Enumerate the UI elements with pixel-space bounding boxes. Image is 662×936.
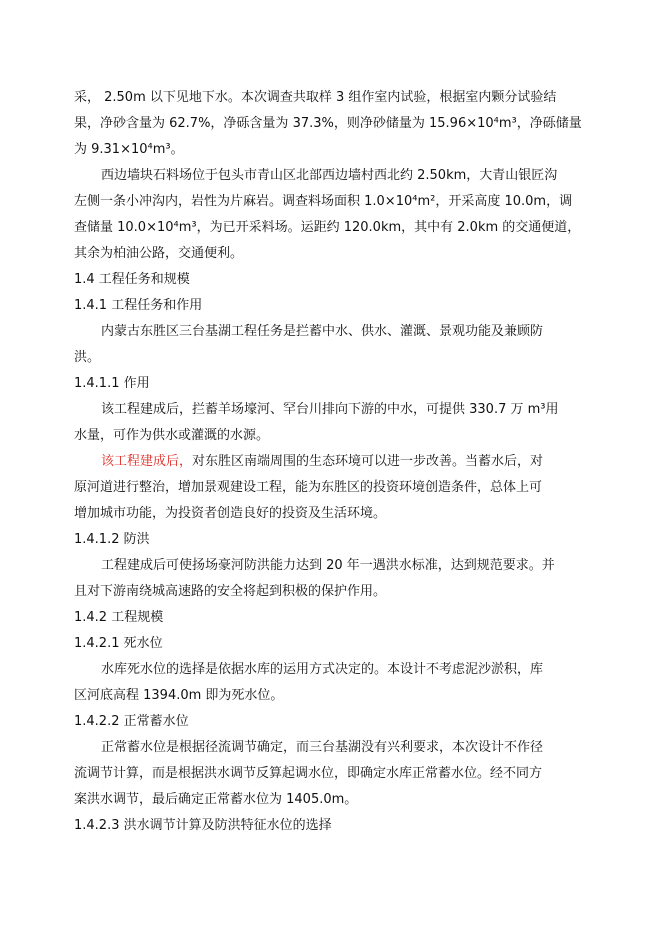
text-line: 且对下游南绕城高速路的安全将起到积极的保护作用。 xyxy=(74,584,387,599)
text-line: 区河底高程 1394.0m 即为死水位。 xyxy=(74,688,284,703)
text-line: 为 9.31×10⁴m³。 xyxy=(74,142,184,157)
text-line: 左侧一条小冲沟内，岩性为片麻岩。调查料场面积 1.0×10⁴m²，开采高度 10.0m，调 xyxy=(74,194,573,209)
paragraph-first-line xyxy=(101,452,543,472)
paragraph-first-line: 西边墙块石料场位于包头市青山区北部西边墙村西北约 2.50km，大青山银匠沟 xyxy=(101,168,558,183)
text-span: 对东胜区南端周围的生态环境可以进一步改善。当蓄水后，对 xyxy=(192,454,544,469)
section-heading: 1.4.2.2 正常蓄水位 xyxy=(74,714,189,729)
text-line: 流调节计算，而是根据洪水调节反算起调水位，即确定水库正常蓄水位。经不同方 xyxy=(74,766,543,781)
section-heading: 1.4.1.1 作用 xyxy=(74,376,150,391)
text-line: 原河道进行整治，增加景观建设工程，能为东胜区的投资环境创造条件，总体上可 xyxy=(74,480,543,495)
paragraph-first-line: 水库死水位的选择是依据水库的运用方式决定的。本设计不考虑泥沙淤积，库 xyxy=(101,662,544,677)
section-heading: 1.4.1 工程任务和作用 xyxy=(74,298,203,313)
paragraph-first-line: 正常蓄水位是根据径流调节确定，而三台基湖没有兴利要求，本次设计不作径 xyxy=(101,740,544,755)
text-line: 查储量 10.0×10⁴m³，为已开采料场。运距约 120.0km，其中有 2.0km 的交通便道， xyxy=(74,220,581,235)
paragraph-first-line: 内蒙古东胜区三台基湖工程任务是拦蓄中水、供水、灌溉、景观功能及兼顾防 xyxy=(101,324,544,339)
section-heading: 1.4.2.1 死水位 xyxy=(74,636,163,651)
text-line: 果，净砂含量为 62.7%，净砾含量为 37.3%，则净砂储量为 15.96×10⁴m³，净砾储量 xyxy=(74,116,582,131)
text-line: 洪。 xyxy=(74,350,101,365)
text-line: 采， 2.50m 以下见地下水。本次调查共取样 3 组作室内试验，根据室内颗分试验结 xyxy=(74,90,557,105)
highlighted-text: 该工程建成后， xyxy=(101,454,193,469)
section-heading: 1.4.2.3 洪水调节计算及防洪特征水位的选择 xyxy=(74,818,332,833)
paragraph-first-line: 工程建成后可使扬场豪河防洪能力达到 20 年一遇洪水标准，达到规范要求。并 xyxy=(101,558,555,573)
text-line: 案洪水调节，最后确定正常蓄水位为 1405.0m。 xyxy=(74,792,358,807)
section-heading: 1.4 工程任务和规模 xyxy=(74,272,190,287)
section-heading: 1.4.1.2 防洪 xyxy=(74,532,150,547)
text-line: 其余为柏油公路，交通便利。 xyxy=(74,246,244,261)
section-heading: 1.4.2 工程规模 xyxy=(74,610,164,625)
paragraph-first-line: 该工程建成后，拦蓄羊场壕河、罕台川排向下游的中水，可提供 330.7 万 m³用 xyxy=(101,402,559,417)
text-line: 水量，可作为供水或灌溉的水源。 xyxy=(74,428,270,443)
text-line: 增加城市功能，为投资者创造良好的投资及生活环境。 xyxy=(74,506,387,521)
